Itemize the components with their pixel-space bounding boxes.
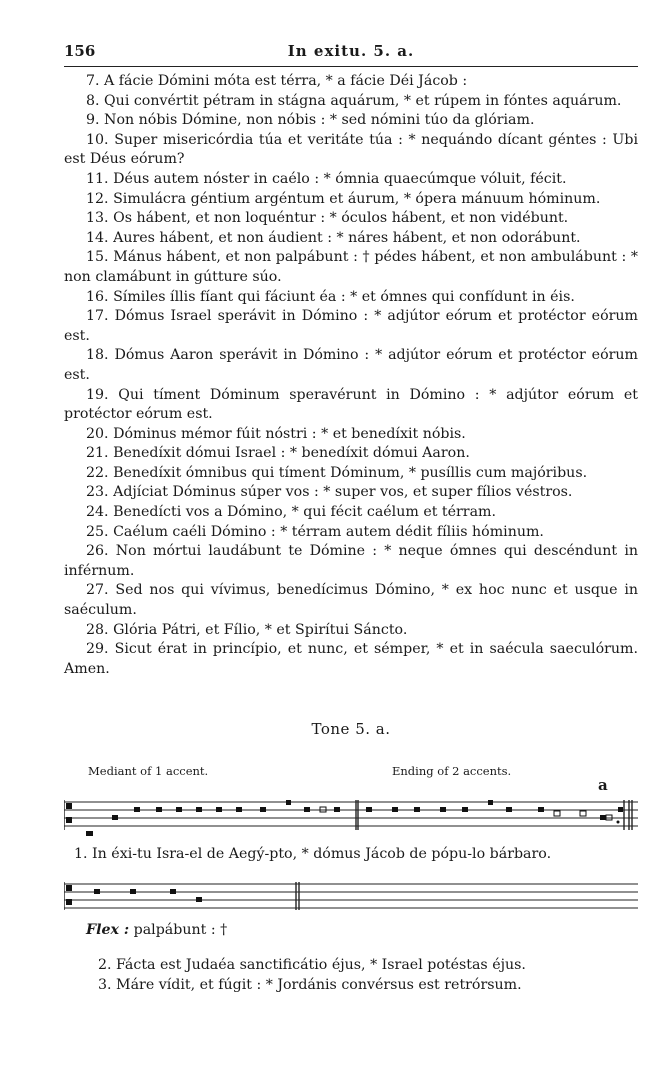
verse: 11. Déus autem nóster in caélo : * ómnia quaecúmque vóluit, fécit.	[86, 170, 567, 187]
verse: 13. Os hábent, et non loquéntur : * óculos hábent, et non vidébunt.	[86, 210, 569, 227]
flex-line	[86, 922, 227, 938]
verse: 20. Dóminus mémor fúit nóstri : * et benedíxit nóbis.	[86, 425, 466, 442]
psalm-continuation	[64, 956, 638, 995]
verse-list	[64, 72, 638, 679]
header-rule	[64, 66, 638, 67]
tone-heading: Tone 5. a.	[311, 720, 391, 738]
page-number: 156	[64, 42, 96, 60]
verse: 29. Sicut érat in princípio, et nunc, et sémper, * et in saécula saeculórum. Amen.	[64, 641, 638, 677]
verse: 23. Adjíciat Dóminus súper vos : * super vos, et super fílios véstros.	[86, 484, 573, 501]
verse: 9. Non nóbis Dómine, non nóbis : * sed nómini túo da glóriam.	[86, 112, 535, 129]
verse: 22. Benedíxit ómnibus qui tíment Dóminum, * pusíllis cum majóribus.	[86, 464, 588, 481]
verse: 28. Glória Pátri, et Fílio, * et Spirítui Sáncto.	[86, 621, 408, 638]
mediant-label: Mediant of 1 accent.	[88, 764, 209, 778]
verse: 17. Dómus Israel sperávit in Dómino : * adjútor eórum et protéctor eórum est.	[64, 308, 638, 344]
verse: 15. Mánus hábent, et non palpábunt : † pédes hábent, et non ambulábunt : * non clamábunt in gútture súo.	[64, 249, 638, 285]
verse: 19. Qui tíment Dóminum speravérunt in Dómino : * adjútor eórum et protéctor eórum est.	[64, 386, 638, 423]
verse: 14. Aures hábent, et non áudient : * náres hábent, et non odorábunt.	[86, 229, 581, 246]
first-verse-underlay: 1. In éxi-tu Isra-el de Aegý-pto, * dómus Jácob de pópu-lo bárbaro.	[74, 846, 552, 862]
verse: 16. Símiles íllis fíant qui fáciunt éa : * et ómnes qui confídunt in éis.	[86, 288, 575, 305]
verse: 3. Máre vídit, et fúgit : * Jordánis convérsus est retrórsum.	[98, 976, 522, 993]
chant-staff	[64, 796, 638, 836]
verse: 12. Simulácra géntium argéntum et áurum, * ópera mánuum hóminum.	[86, 190, 601, 207]
verse: 7. A fácie Dómini móta est térra, * a fácie Déi Jácob :	[86, 73, 468, 89]
verse: 25. Caélum caéli Dómino : * térram autem dédit fíliis hóminum.	[86, 523, 544, 540]
running-title: In exitu. 5. a.	[287, 42, 415, 60]
ending-letter: a	[598, 776, 608, 794]
flex-staff	[64, 878, 638, 914]
flex-text: palpábunt : †	[133, 922, 228, 938]
verse: 26. Non mórtui laudábunt te Dómine : * neque ómnes qui descéndunt in inférnum.	[64, 543, 638, 579]
verse: 10. Super misericórdia túa et veritáte túa : * nequándo dícant géntes : Ubi est Déus eórum?	[64, 131, 638, 168]
flex-label: Flex :	[86, 922, 130, 938]
verse: 21. Benedíxit dómui Israel : * benedíxit dómui Aaron.	[86, 445, 470, 462]
verse: 18. Dómus Aaron sperávit in Dómino : * adjútor eórum et protéctor eórum est.	[64, 347, 638, 383]
page-header	[64, 42, 638, 64]
verse: 24. Benedícti vos a Dómino, * qui fécit caélum et térram.	[86, 504, 497, 521]
ending-label: Ending of 2 accents.	[392, 764, 512, 778]
verse: 8. Qui convértit pétram in stágna aquárum, * et rúpem in fóntes aquárum.	[86, 92, 622, 109]
verse: 27. Sed nos qui vívimus, benedícimus Dómino, * ex hoc nunc et usque in saéculum.	[64, 582, 638, 619]
verse: 2. Fácta est Judaéa sanctificátio éjus, * Israel potéstas éjus.	[98, 957, 526, 973]
